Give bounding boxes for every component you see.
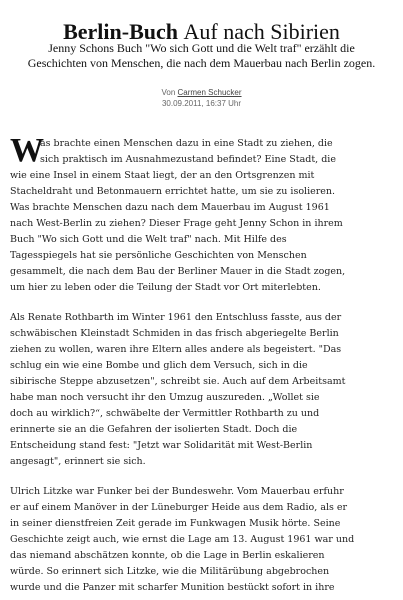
article-paragraph	[10, 310, 400, 470]
paragraph-line: würde. So erinnert sich Litzke, wie die Militärübung abgebrochen	[10, 566, 330, 577]
article-paragraph	[10, 132, 400, 296]
headline-kicker: Berlin-Buch	[63, 18, 178, 44]
byline	[0, 87, 403, 109]
paragraph-line: schlug ein wie eine Bombe und glich dem Versuch, sich in die	[10, 360, 308, 371]
paragraph-line: Buch "Wo sich Gott und die Welt traf" nach. Mit Hilfe des	[10, 234, 287, 245]
byline-prefix: Von	[161, 88, 176, 97]
drop-cap: W	[10, 132, 44, 169]
headline-title: Auf nach Sibirien	[183, 18, 340, 44]
paragraph-line: erinnerte sie an die Gefahren der isolierten Stadt. Doch die	[10, 424, 298, 435]
paragraph-line: ziehen zu wollen, waren ihre Eltern alles andere als begeistert. "Das	[10, 344, 342, 355]
paragraph-line: er auf einem Manöver in der Lüneburger Heide aus dem Radio, als er	[10, 502, 348, 513]
paragraph-line: Tagesspiegels hat sie persönliche Geschichten von Menschen	[10, 250, 307, 261]
teaser-line: Geschichten von Menschen, die nach dem Mauerbau nach Berlin zogen.	[27, 56, 376, 70]
article-body	[10, 132, 400, 600]
paragraph-line: sich praktisch im Ausnahmezustand befindet? Eine Stadt, die	[40, 154, 336, 165]
byline-author-row	[0, 87, 403, 98]
paragraph-line: Geschichte zeigt auch, wie ernst die Lage am 13. August 1961 war und	[10, 534, 355, 545]
article-paragraph	[10, 484, 400, 596]
paragraph-line: Entscheidung stand fest: "Jetzt war Solidarität mit West-Berlin	[10, 440, 313, 451]
article-teaser	[10, 41, 393, 71]
paragraph-line: habe man noch versucht ihr den Umzug auszureden. „Wollet sie	[10, 392, 320, 403]
publish-date: 30.09.2011, 16:37 Uhr	[161, 99, 242, 108]
paragraph-line: um hier zu leben oder die Teilung der Stadt vor Ort miterlebten.	[10, 282, 321, 293]
paragraph-line: Was brachte Menschen dazu nach dem Mauerbau im August 1961	[10, 202, 330, 213]
paragraph-line: das niemand abschätzen konnte, ob die Lage in Berlin eskalieren	[10, 550, 325, 561]
paragraph-line: wurde und die Panzer mit scharfer Munition bestückt sofort in ihre	[10, 582, 335, 593]
author-link[interactable]: Carmen Schucker	[177, 88, 242, 97]
paragraph-line: Als Renate Rothbarth im Winter 1961 den Entschluss fasste, aus der	[10, 312, 342, 323]
paragraph-line: Stacheldraht und Betonmauern errichtet hatte, um sie zu isolieren.	[10, 186, 336, 197]
paragraph-line: doch au wirklich?“, schwäbelte der Vermittler Rothbarth zu und	[10, 408, 320, 419]
paragraph-line: as brachte einen Menschen dazu in eine Stadt zu ziehen, die	[40, 138, 333, 149]
paragraph-line: nach West-Berlin zu ziehen? Dieser Frage geht Jenny Schon in ihrem	[10, 218, 343, 229]
paragraph-line: Ulrich Litzke war Funker bei der Bundeswehr. Vom Mauerbau erfuhr	[10, 486, 344, 497]
teaser-line: Jenny Schons Buch "Wo sich Gott und die Welt traf" erzählt die	[48, 41, 355, 55]
paragraph-line: wie eine Insel in einem Staat liegt, der an den Ortsgrenzen mit	[10, 170, 315, 181]
paragraph-line: schwäbischen Kleinstadt Schmiden in das frisch abgeriegelte Berlin	[10, 328, 339, 339]
paragraph-line: in seiner dienstfreien Zeit gerade im Funkwagen Musik hörte. Seine	[10, 518, 341, 529]
paragraph-line: sibirische Steppe abzusetzen", schreibt sie. Auch auf dem Arbeitsamt	[10, 376, 346, 387]
paragraph-line: angesagt", erinnert sie sich.	[10, 456, 146, 467]
paragraph-line: gesammelt, die nach dem Bau der Berliner Mauer in die Stadt zogen,	[10, 266, 346, 277]
